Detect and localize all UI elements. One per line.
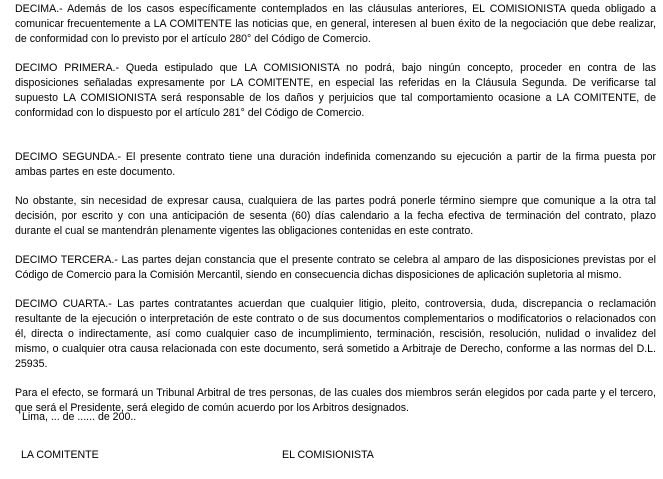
clause-termination-paragraph: No obstante, sin necesidad de expresar causa, cualquiera de las partes podrá ponerle término siempre que comunique a la otra tal decisión, por escrito y con una anticipación de sesenta (60) días calendario a la fecha efectiva de terminación del contrato, plazo durante el cual se mantendrán plenamente vigentes las obligaciones contenidas en este contrato.: [15, 195, 656, 237]
contract-body: [15, 2, 656, 416]
clause-decima: DECIMA.- Además de los casos específicamente contemplados en las cláusulas anteriores, EL COMISIONISTA queda obligado a comunicar frecuentemente a LA COMITENTE las noticias que, en general, interesen al buen éxito de la negociación que debe realizar, de conformidad con lo previsto por el artículo 280° del Código de Comercio.: [15, 3, 656, 45]
clause-decimo-cuarta: DECIMO CUARTA.- Las partes contratantes acuerdan que cualquier litigio, pleito, controversia, duda, discrepancia o reclamación resultante de la ejecución o interpretación de este contrato o de sus documentos complementarios o modificatorios o relacionados con él, directa o indirectamente, así como cualquier caso de incumplimiento, terminación, rescisión, resolución, nulidad o invalidez del mismo, o cualquier otra causa relacionada con este documento, será sometido a Arbitraje de Derecho, conforme a las normas del D.L. 25935.: [15, 298, 656, 370]
clause-decimo-primera: DECIMO PRIMERA.- Queda estipulado que LA COMISIONISTA no podrá, bajo ningún concepto, proceder en contra de las disposiciones señaladas expresamente por LA COMITENTE, en especial las referidas en la Cláusula Segunda. De verificarse tal supuesto LA COMISIONISTA será responsable de los daños y perjuicios que tal comportamiento ocasione a LA COMITENTE, de conformidad con lo dispuesto por el artículo 281° del Código de Comercio.: [15, 62, 656, 119]
clause-arbitral-tribunal: Para el efecto, se formará un Tribunal Arbitral de tres personas, de las cuales dos miembros serán elegidos por cada parte y el tercero, que será el Presidente, será elegido de común acuerdo por los Arbitros designados.: [15, 387, 656, 414]
signature-comisionista: EL COMISIONISTA: [282, 449, 374, 461]
clause-decimo-segunda: DECIMO SEGUNDA.- El presente contrato tiene una duración indefinida comenzando su ejecución a partir de la firma puesta por ambas partes en este documento.: [15, 151, 656, 178]
signature-comitente: LA COMITENTE: [21, 449, 99, 461]
date-line: Lima, ... de ...... de 200..: [22, 411, 137, 423]
clause-decimo-tercera: DECIMO TERCERA.- Las partes dejan constancia que el presente contrato se celebra al amparo de las disposiciones previstas por el Código de Comercio para la Comisión Mercantil, siendo en consecuencia dichas disposiciones de aplicación supletoria al mismo.: [15, 254, 656, 281]
